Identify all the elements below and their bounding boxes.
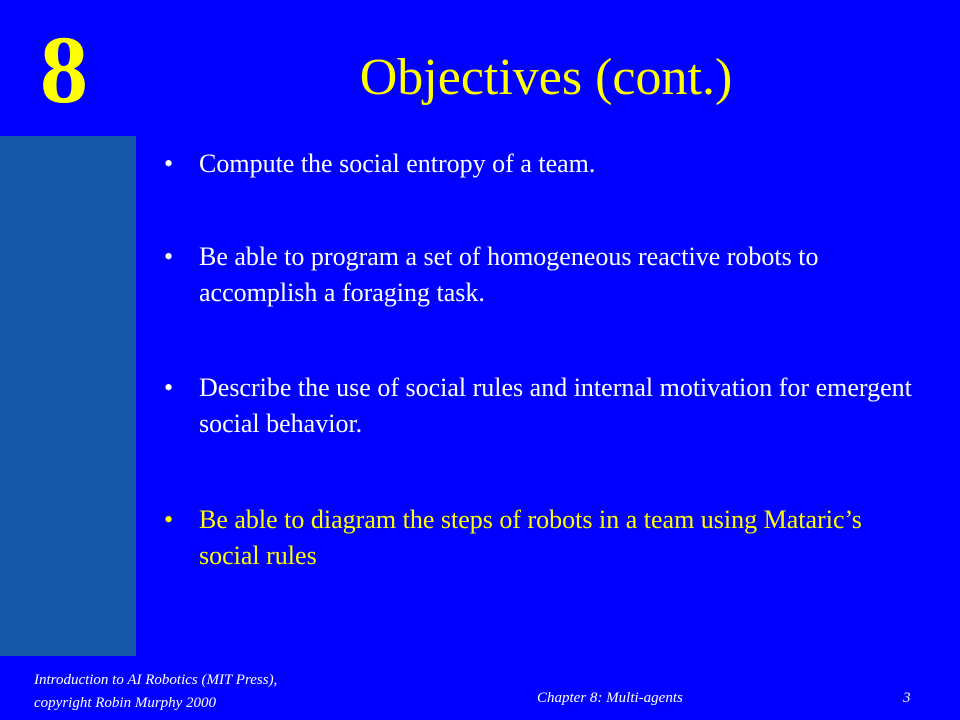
footer-course-credit bbox=[34, 669, 277, 715]
footer-chapter: Chapter 8: Multi-agents bbox=[537, 690, 683, 706]
bullet-icon: • bbox=[164, 242, 174, 271]
objective-item bbox=[164, 370, 924, 442]
bullet-icon: • bbox=[164, 505, 174, 534]
objective-text: Describe the use of social rules and internal motivation for emergent social behavior. bbox=[199, 373, 912, 438]
objective-text: Compute the social entropy of a team. bbox=[199, 149, 596, 178]
objective-item bbox=[164, 239, 924, 311]
bullet-icon: • bbox=[164, 149, 174, 178]
footer-course-line: Introduction to AI Robotics (MIT Press), bbox=[34, 672, 278, 688]
bullet-icon: • bbox=[164, 373, 174, 402]
objective-item bbox=[164, 146, 924, 182]
objective-text: Be able to diagram the steps of robots in a team using Mataric’s social rules bbox=[199, 505, 862, 570]
footer-copyright-line: copyright Robin Murphy 2000 bbox=[34, 695, 217, 711]
objective-text: Be able to program a set of homogeneous reactive robots to accomplish a foraging task. bbox=[199, 242, 819, 307]
chapter-number: 8 bbox=[40, 16, 88, 123]
slide-title: Objectives (cont.) bbox=[359, 49, 733, 106]
objective-item-highlighted bbox=[164, 502, 924, 574]
sidebar-panel bbox=[0, 136, 136, 656]
page-number: 3 bbox=[903, 690, 911, 706]
